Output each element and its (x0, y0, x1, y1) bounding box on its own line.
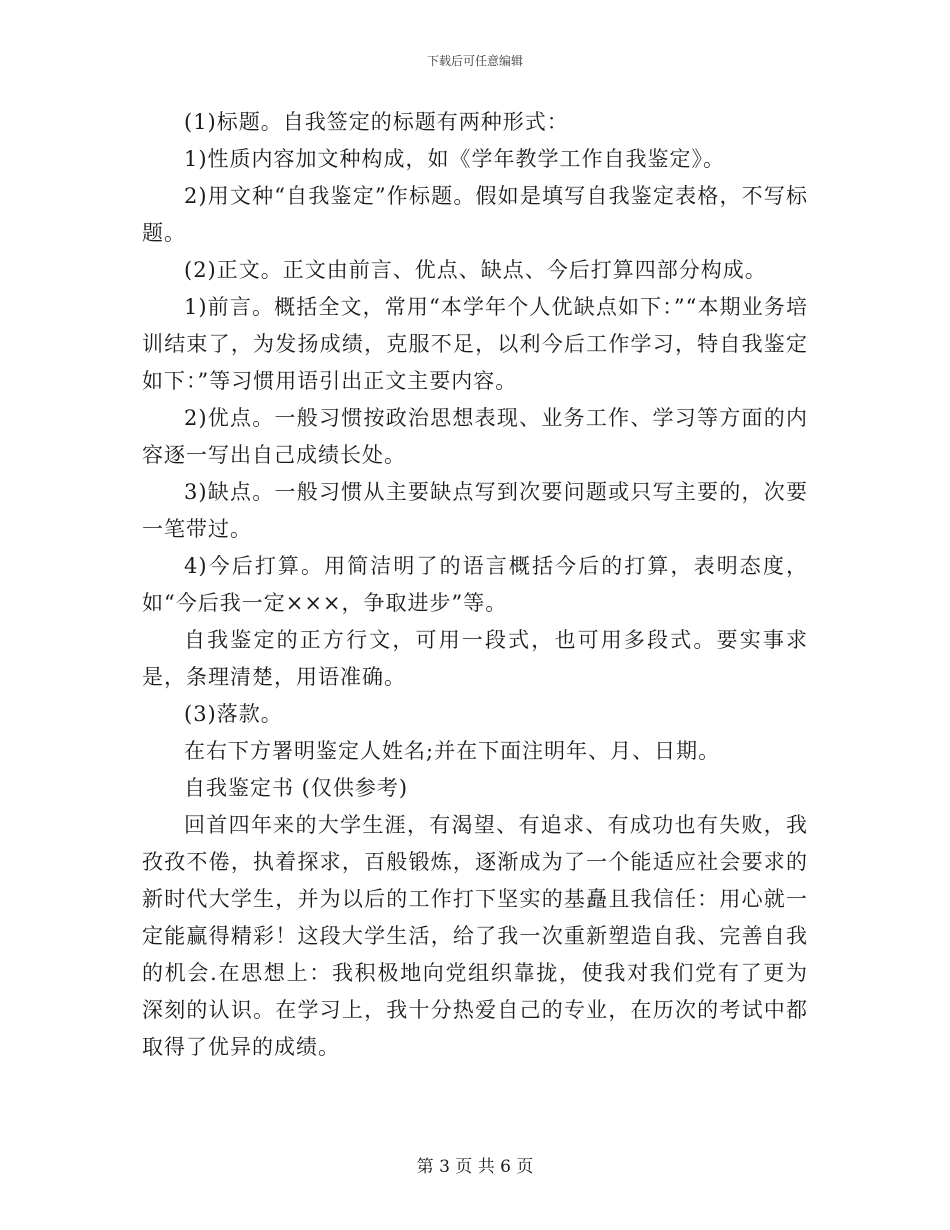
paragraph-title-form-1: 1)性质内容加文种构成，如《学年教学工作自我鉴定》。 (184, 147, 726, 171)
paragraph-sample-heading: 自我鉴定书 (仅供参考) (184, 776, 409, 800)
paragraph-strengths: 2)优点。一般习惯按政治思想表现、业务工作、学习等方面的内容逐一写出自己成绩长处。 (142, 406, 808, 467)
paragraph-writing-style: 自我鉴定的正方行文，可用一段式，也可用多段式。要实事求是，条理清楚，用语准确。 (142, 628, 808, 689)
paragraph-title-form-2: 2)用文种“自我鉴定”作标题。假如是填写自我鉴定表格，不写标题。 (142, 184, 808, 245)
paragraph-preface: 1)前言。概括全文，常用“本学年个人优缺点如下：”“本期业务培训结束了，为发扬成绩，克服不足，以利今后工作学习，特自我鉴定如下：”等习惯用语引出正文主要内容。 (142, 295, 808, 393)
paragraph-sample-text: 回首四年来的大学生涯，有渴望、有追求、有成功也有失败，我孜孜不倦，执着探求，百般锻炼，逐渐成为了一个能适应社会要求的新时代大学生，并为以后的工作打下坚实的基矗且我信任：用心就一定能赢得精彩！这段大学生活，给了我一次重新塑造自我、完善自我的机会.在思想上：我积极地向党组织靠拢，使我对我们党有了更为深刻的认识。在学习上，我十分热爱自己的专业，在历次的考试中都取得了优异的成绩。 (142, 813, 808, 1059)
paragraph-title-section: (1)标题。自我签定的标题有两种形式： (184, 110, 569, 134)
page-number: 第 3 页 共 6 页 (416, 1157, 534, 1177)
page-header: 下载后可任意编辑 (426, 54, 523, 68)
paragraph-signature-note: 在右下方署明鉴定人姓名;并在下面注明年、月、日期。 (184, 739, 721, 763)
document-body (142, 104, 808, 1066)
paragraph-signature-section: (3)落款。 (184, 702, 283, 726)
paragraph-future-plans: 4)今后打算。用简洁明了的语言概括今后的打算，表明态度，如“今后我一定×××，争取进步”等。 (142, 554, 808, 615)
paragraph-body-section: (2)正文。正文由前言、优点、缺点、今后打算四部分构成。 (184, 258, 767, 282)
paragraph-weaknesses: 3)缺点。一般习惯从主要缺点写到次要问题或只写主要的，次要一笔带过。 (142, 480, 808, 541)
